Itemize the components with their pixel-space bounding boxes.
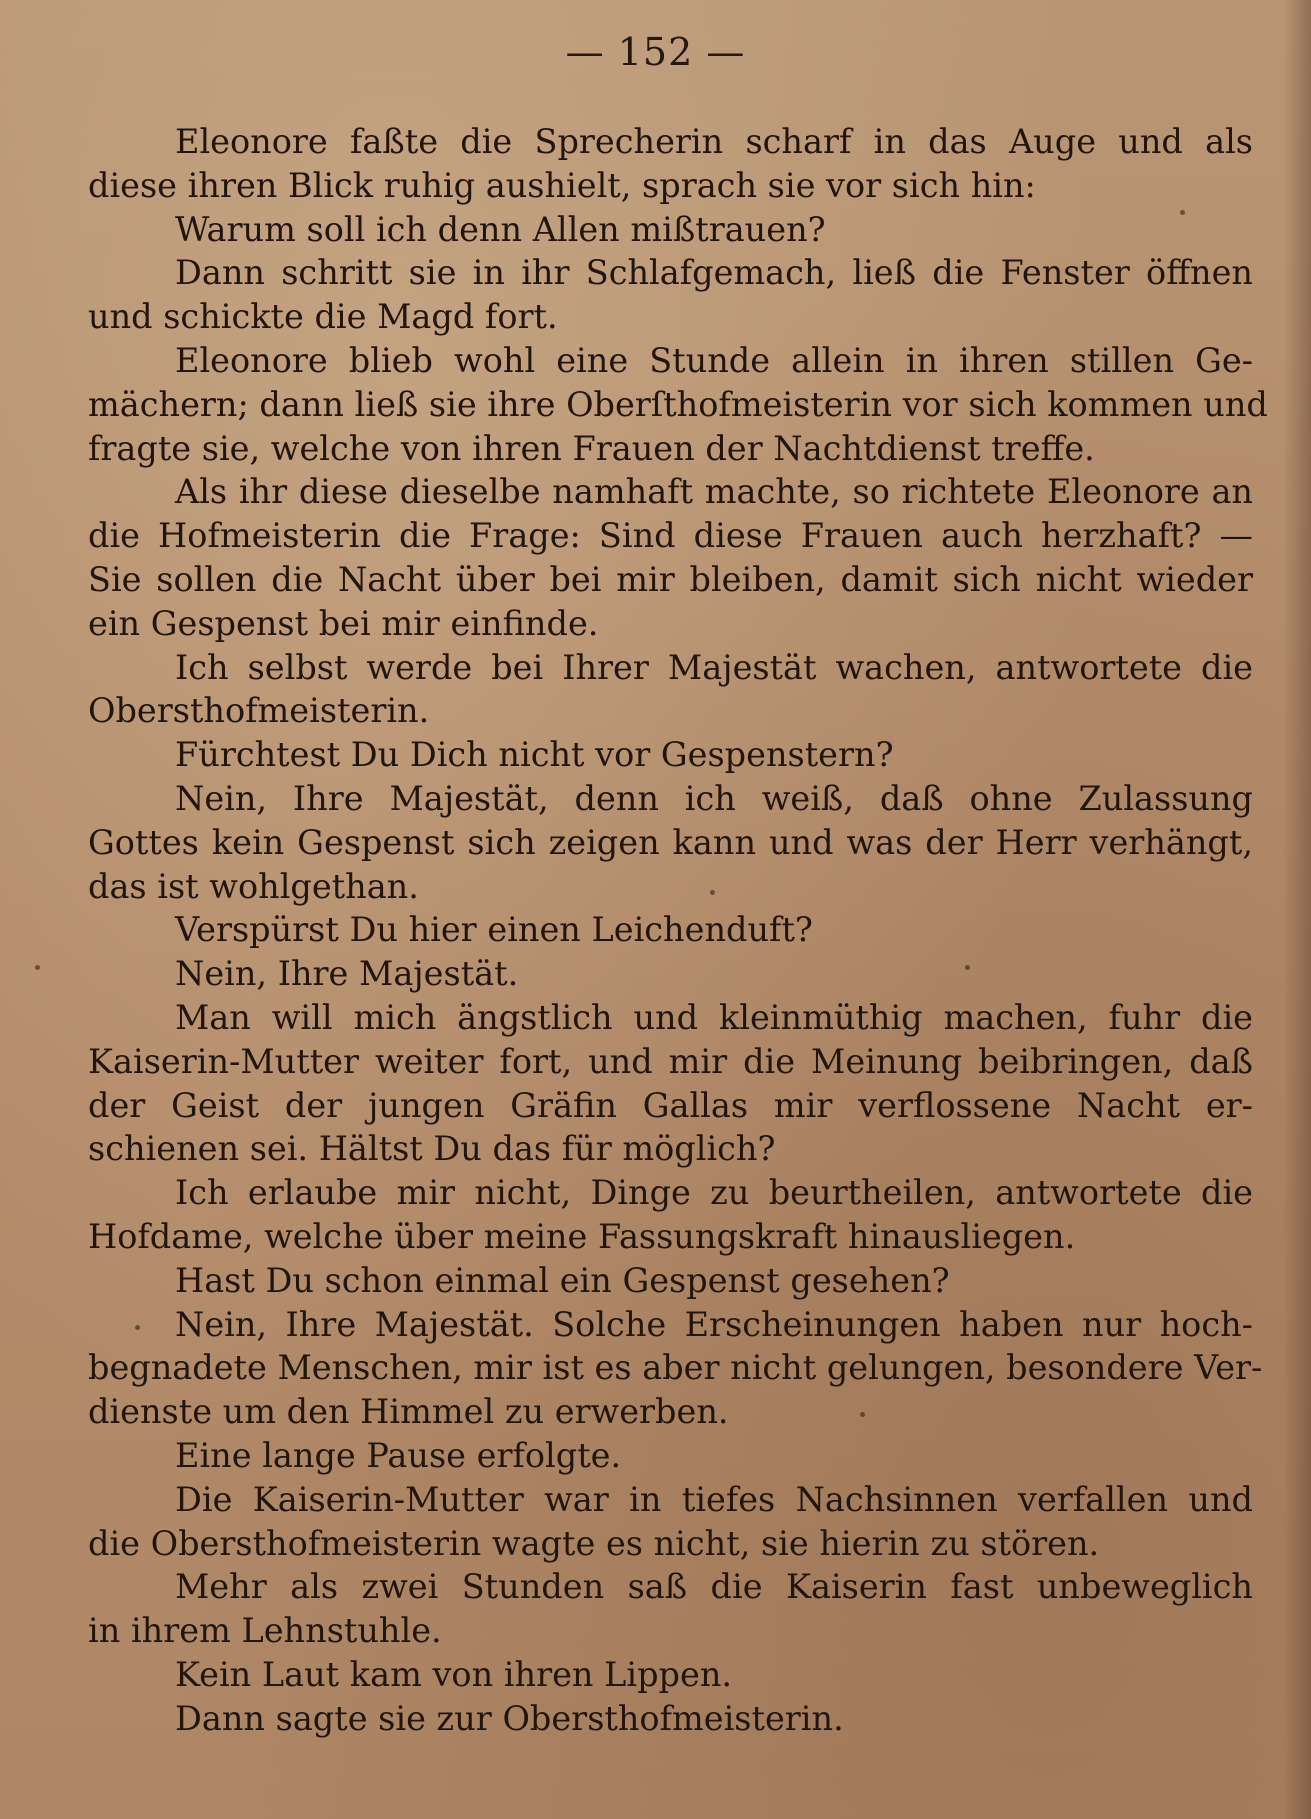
text-line: fragte sie, welche von ihren Frauen der Nachtdienst treffe. [88, 428, 1095, 468]
body-text [88, 120, 1268, 1740]
text-line: Obersthofmeisterin. [88, 691, 430, 731]
text-line: in ihrem Lehnstuhle. [88, 1611, 442, 1651]
text-line: Nein, Ihre Majestät. Solche Erscheinungen haben nur hoch- [175, 1304, 1253, 1344]
text-line: die Hofmeisterin die Frage: Sind diese Frauen auch herzhaft? — [88, 516, 1253, 556]
text-line: Ich selbst werde bei Ihrer Majestät wachen, antwortete die [175, 647, 1253, 687]
text-line: Nein, Ihre Majestät. [175, 954, 519, 994]
text-line: der Geist der jungen Gräfin Gallas mir verflossene Nacht er- [88, 1085, 1253, 1125]
text-line: Kaiserin-Mutter weiter fort, und mir die Meinung beibringen, daß [88, 1041, 1253, 1081]
text-line: ein Gespenst bei mir einfinde. [88, 603, 599, 643]
paper-speck [135, 1325, 140, 1330]
text-line: Sie sollen die Nacht über bei mir bleiben, damit sich nicht wieder [88, 559, 1253, 599]
text-line: schienen sei. Hältst Du das für möglich? [88, 1129, 776, 1169]
text-line: Warum soll ich denn Allen mißtrauen? [175, 209, 826, 249]
text-line: dienste um den Himmel zu erwerben. [88, 1392, 729, 1432]
text-line: Eleonore faßte die Sprecherin scharf in das Auge und als [175, 122, 1253, 161]
text-line: Als ihr diese dieselbe namhaft machte, so richtete Eleonore an [175, 472, 1253, 512]
text-line: Man will mich ängstlich und kleinmüthig machen, fuhr die [175, 997, 1253, 1037]
text-line: die Obersthofmeisterin wagte es nicht, sie hierin zu stören. [88, 1523, 1100, 1563]
text-line: und schickte die Magd fort. [88, 297, 558, 337]
text-line: Ich erlaube mir nicht, Dinge zu beurtheilen, antwortete die [175, 1173, 1253, 1213]
text-line: diese ihren Blick ruhig aushielt, sprach sie vor sich hin: [88, 165, 1036, 205]
text-line: Eine lange Pause erfolgte. [175, 1435, 622, 1475]
text-line: Hofdame, welche über meine Fassungskraft hinausliegen. [88, 1216, 1076, 1256]
paper-speck [1180, 210, 1185, 215]
text-line: Die Kaiserin-Mutter war in tiefes Nachsinnen verfallen und [175, 1479, 1253, 1519]
paper-speck [35, 965, 40, 970]
text-line: Mehr als zwei Stunden saß die Kaiserin fast unbeweglich [175, 1567, 1253, 1607]
page-number: — 152 — [565, 30, 746, 74]
text-line: Eleonore blieb wohl eine Stunde allein in ihren stillen Ge- [175, 340, 1253, 380]
text-line: Nein, Ihre Majestät, denn ich weiß, daß ohne Zulassung [175, 778, 1253, 818]
text-line: mächern; dann ließ sie ihre Oberſthofmeisterin vor sich kommen und [88, 384, 1268, 424]
text-line: Hast Du schon einmal ein Gespenst gesehen? [175, 1260, 950, 1300]
paper-speck [710, 890, 715, 895]
text-line: Dann sagte sie zur Obersthofmeisterin. [175, 1698, 844, 1738]
text-line: Verspürst Du hier einen Leichenduft? [175, 910, 813, 950]
paper-speck [860, 1412, 865, 1417]
page-edge-shadow [1283, 0, 1311, 1819]
text-line: Gottes kein Gespenst sich zeigen kann und was der Herr verhängt, [88, 822, 1253, 862]
text-line: das ist wohlgethan. [88, 866, 419, 906]
text-line: Fürchtest Du Dich nicht vor Gespenstern? [175, 735, 894, 775]
text-line: Kein Laut kam von ihren Lippen. [175, 1654, 733, 1694]
text-line: begnadete Menschen, mir ist es aber nicht gelungen, besondere Ver- [88, 1348, 1263, 1388]
paper-speck [965, 965, 970, 970]
text-line: Dann schritt sie in ihr Schlafgemach, ließ die Fenster öffnen [175, 253, 1253, 293]
